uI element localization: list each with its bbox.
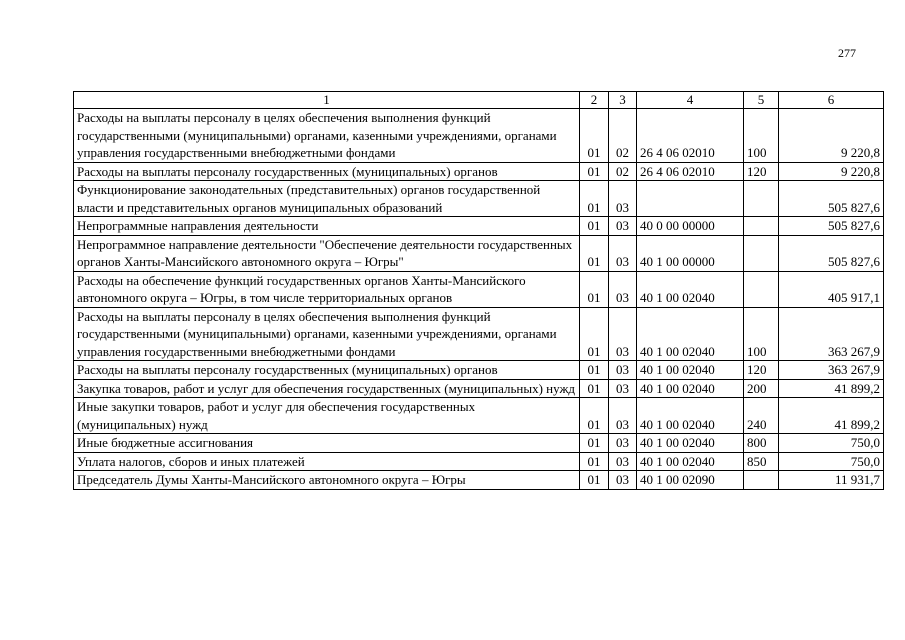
row-amount: 41 899,2 (779, 398, 884, 434)
row-expense-type: 800 (744, 434, 779, 453)
header-cell-amount: 6 (779, 92, 884, 109)
row-subsection: 03 (609, 181, 637, 217)
row-target-article: 40 1 00 00000 (637, 235, 744, 271)
table-row (74, 181, 884, 217)
row-subsection: 03 (609, 217, 637, 236)
row-name: Расходы на обеспечение функций государственных органов Ханты-Мансийского автономного округа – Югры, в том числе территориальных органов (74, 271, 580, 307)
row-name: Иные бюджетные ассигнования (74, 434, 580, 453)
row-target-article: 40 1 00 02090 (637, 471, 744, 490)
row-section: 01 (580, 109, 609, 163)
row-section: 01 (580, 181, 609, 217)
row-amount: 505 827,6 (779, 181, 884, 217)
row-subsection: 03 (609, 361, 637, 380)
row-amount: 505 827,6 (779, 217, 884, 236)
row-subsection: 02 (609, 162, 637, 181)
row-subsection: 03 (609, 379, 637, 398)
header-cell-section: 2 (580, 92, 609, 109)
row-target-article: 40 1 00 02040 (637, 271, 744, 307)
table-row (74, 471, 884, 490)
row-subsection: 03 (609, 398, 637, 434)
row-expense-type (744, 471, 779, 490)
row-amount: 750,0 (779, 434, 884, 453)
row-amount: 9 220,8 (779, 109, 884, 163)
row-section: 01 (580, 452, 609, 471)
budget-table (73, 91, 884, 490)
row-subsection: 03 (609, 235, 637, 271)
row-amount: 405 917,1 (779, 271, 884, 307)
row-section: 01 (580, 162, 609, 181)
row-name: Председатель Думы Ханты-Мансийского автономного округа – Югры (74, 471, 580, 490)
header-cell-target-article: 4 (637, 92, 744, 109)
row-amount: 41 899,2 (779, 379, 884, 398)
row-target-article: 40 1 00 02040 (637, 379, 744, 398)
row-name: Уплата налогов, сборов и иных платежей (74, 452, 580, 471)
table-row (74, 398, 884, 434)
table-row (74, 271, 884, 307)
table-row (74, 379, 884, 398)
row-name: Расходы на выплаты персоналу государственных (муниципальных) органов (74, 162, 580, 181)
row-target-article: 40 1 00 02040 (637, 307, 744, 361)
row-section: 01 (580, 471, 609, 490)
row-expense-type (744, 217, 779, 236)
table-row (74, 361, 884, 380)
row-name: Иные закупки товаров, работ и услуг для обеспечения государственных (муниципальных) нужд (74, 398, 580, 434)
row-section: 01 (580, 235, 609, 271)
row-expense-type: 120 (744, 361, 779, 380)
row-expense-type (744, 235, 779, 271)
row-name: Расходы на выплаты персоналу государственных (муниципальных) органов (74, 361, 580, 380)
row-target-article (637, 181, 744, 217)
table-row (74, 235, 884, 271)
row-target-article: 26 4 06 02010 (637, 162, 744, 181)
row-section: 01 (580, 271, 609, 307)
table-row (74, 434, 884, 453)
row-expense-type (744, 271, 779, 307)
row-expense-type (744, 181, 779, 217)
row-amount: 750,0 (779, 452, 884, 471)
row-target-article: 40 1 00 02040 (637, 452, 744, 471)
table-header-row (74, 92, 884, 109)
row-expense-type: 200 (744, 379, 779, 398)
row-section: 01 (580, 217, 609, 236)
row-name: Расходы на выплаты персоналу в целях обеспечения выполнения функций государственными (муниципальными) органами, казенными учреждениями, органами управления государственными внебюджетными фондами (74, 307, 580, 361)
row-name: Расходы на выплаты персоналу в целях обеспечения выполнения функций государственными (муниципальными) органами, казенными учреждениями, органами управления государственными внебюджетными фондами (74, 109, 580, 163)
row-expense-type: 120 (744, 162, 779, 181)
row-name: Функционирование законодательных (представительных) органов государственной власти и представительных органов муниципальных образований (74, 181, 580, 217)
table-row (74, 217, 884, 236)
row-subsection: 03 (609, 434, 637, 453)
table-row (74, 162, 884, 181)
row-section: 01 (580, 379, 609, 398)
row-name: Непрограммное направление деятельности "Обеспечение деятельности государственных органов Ханты-Мансийского автономного округа – Югры" (74, 235, 580, 271)
row-subsection: 03 (609, 271, 637, 307)
row-expense-type: 100 (744, 307, 779, 361)
row-target-article: 26 4 06 02010 (637, 109, 744, 163)
row-target-article: 40 1 00 02040 (637, 361, 744, 380)
header-cell-expense-type: 5 (744, 92, 779, 109)
row-section: 01 (580, 307, 609, 361)
row-subsection: 03 (609, 452, 637, 471)
row-amount: 11 931,7 (779, 471, 884, 490)
row-amount: 505 827,6 (779, 235, 884, 271)
row-amount: 363 267,9 (779, 307, 884, 361)
row-expense-type: 100 (744, 109, 779, 163)
header-cell-subsection: 3 (609, 92, 637, 109)
row-subsection: 03 (609, 471, 637, 490)
table-row (74, 109, 884, 163)
row-name: Непрограммные направления деятельности (74, 217, 580, 236)
header-cell-name: 1 (74, 92, 580, 109)
row-expense-type: 850 (744, 452, 779, 471)
row-section: 01 (580, 398, 609, 434)
row-subsection: 03 (609, 307, 637, 361)
row-name: Закупка товаров, работ и услуг для обеспечения государственных (муниципальных) нужд (74, 379, 580, 398)
row-section: 01 (580, 434, 609, 453)
row-section: 01 (580, 361, 609, 380)
table-row (74, 307, 884, 361)
row-target-article: 40 1 00 02040 (637, 398, 744, 434)
row-expense-type: 240 (744, 398, 779, 434)
row-subsection: 02 (609, 109, 637, 163)
row-target-article: 40 1 00 02040 (637, 434, 744, 453)
table-row (74, 452, 884, 471)
row-target-article: 40 0 00 00000 (637, 217, 744, 236)
row-amount: 9 220,8 (779, 162, 884, 181)
row-amount: 363 267,9 (779, 361, 884, 380)
page-number: 277 (838, 46, 856, 60)
